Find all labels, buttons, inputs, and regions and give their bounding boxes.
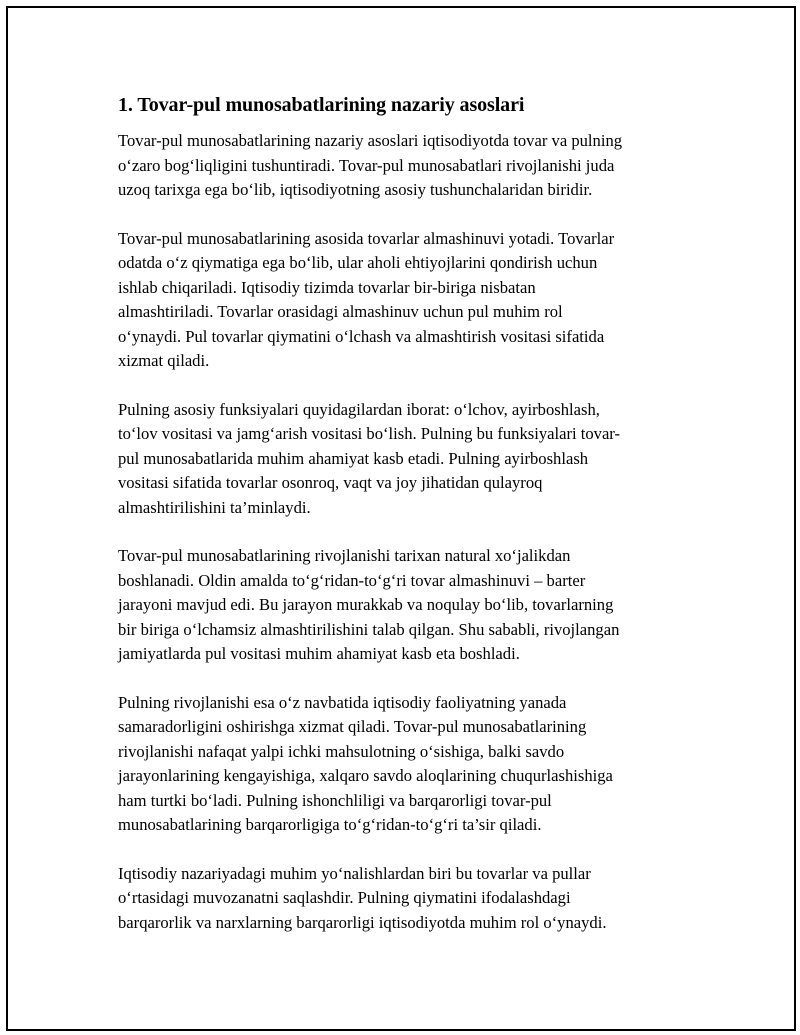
paragraph-line: ishlab chiqariladi. Iqtisodiy tizimda tovarlar bir-biriga nisbatan <box>118 277 536 297</box>
paragraph-line: Tovar-pul munosabatlarining nazariy asoslari iqtisodiyotda tovar va pulning <box>118 131 623 150</box>
paragraph-line: Pulning rivojlanishi esa o‘z navbatida iqtisodiy faoliyatning yanada <box>118 692 567 712</box>
paragraph-line: almashtirilishini ta’minlaydi. <box>118 497 311 517</box>
paragraph-line: xizmat qiladi. <box>118 351 210 370</box>
paragraph-line: Tovar-pul munosabatlarining asosida tovarlar almashinuvi yotadi. Tovarlar <box>118 228 615 248</box>
paragraph-line: jamiyatlarda pul vositasi muhim ahamiyat kasb eta boshladi. <box>118 644 520 663</box>
paragraph-4 <box>118 544 688 667</box>
paragraph-line: Pulning asosiy funksiyalari quyidagilardan iborat: o‘lchov, ayirboshlash, <box>118 399 600 419</box>
paragraph-line: vositasi sifatida tovarlar osonroq, vaqt va joy jihatidan qulayroq <box>118 473 543 492</box>
paragraph-line: odatda o‘z qiymatiga ega bo‘lib, ular aholi ehtiyojlarini qondirish uchun <box>118 253 598 272</box>
paragraph-line: munosabatlarining barqarorligiga to‘g‘ridan-to‘g‘ri ta’sir qiladi. <box>118 815 542 834</box>
section-heading: 1. Tovar-pul munosabatlarining nazariy asoslari <box>118 94 525 116</box>
paragraph-line: jarayonlarining kengayishiga, xalqaro savdo aloqlarining chuqurlashishiga <box>118 766 613 785</box>
paragraph-3 <box>118 398 688 521</box>
paragraph-line: Iqtisodiy nazariyadagi muhim yo‘nalishlardan biri bu tovarlar va pullar <box>118 863 591 883</box>
paragraph-1 <box>118 129 688 203</box>
paragraph-line: o‘ynaydi. Pul tovarlar qiymatini o‘lchash va almashtirish vositasi sifatida <box>118 326 605 346</box>
paragraph-line: bir biriga o‘lchamsiz almashtirilishini talab qilgan. Shu sababli, rivojlangan <box>118 619 620 639</box>
paragraph-line: boshlanadi. Oldin amalda to‘g‘ridan-to‘g‘ri tovar almashinuvi – barter <box>118 570 586 590</box>
paragraph-line: almashtiriladi. Tovarlar orasidagi almashinuv uchun pul muhim rol <box>118 302 563 321</box>
paragraph-line: to‘lov vositasi va jamg‘arish vositasi bo‘lish. Pulning bu funksiyalari tovar- <box>118 424 621 443</box>
paragraph-line: samaradorligini oshirishga xizmat qiladi. Tovar-pul munosabatlarining <box>118 717 587 736</box>
paragraph-line: jarayoni mavjud edi. Bu jarayon murakkab va noqulay bo‘lib, tovarlarning <box>118 595 614 614</box>
paragraph-line: uzoq tarixga ega bo‘lib, iqtisodiyotning asosiy tushunchalaridan biridir. <box>118 180 593 199</box>
paragraph-line: o‘rtasidagi muvozanatni saqlashdir. Pulning qiymatini ifodalashdagi <box>118 888 571 907</box>
paragraph-line: ham turtki bo‘ladi. Pulning ishonchliligi va barqarorligi tovar-pul <box>118 790 552 810</box>
paragraph-line: barqarorlik va narxlarning barqarorligi iqtisodiyotda muhim rol o‘ynaydi. <box>118 912 607 932</box>
paragraph-6 <box>118 862 688 936</box>
paragraph-5 <box>118 691 688 838</box>
paragraph-line: o‘zaro bog‘liqligini tushuntiradi. Tovar-pul munosabatlari rivojlanishi juda <box>118 155 615 175</box>
paragraph-line: rivojlanishi nafaqat yalpi ichki mahsulotning o‘sishiga, balki savdo <box>118 741 565 761</box>
paragraph-2 <box>118 227 688 374</box>
paragraph-line: Tovar-pul munosabatlarining rivojlanishi tarixan natural xo‘jalikdan <box>118 546 571 565</box>
document-body <box>118 92 688 959</box>
paragraph-line: pul munosabatlarida muhim ahamiyat kasb etadi. Pulning ayirboshlash <box>118 448 589 468</box>
